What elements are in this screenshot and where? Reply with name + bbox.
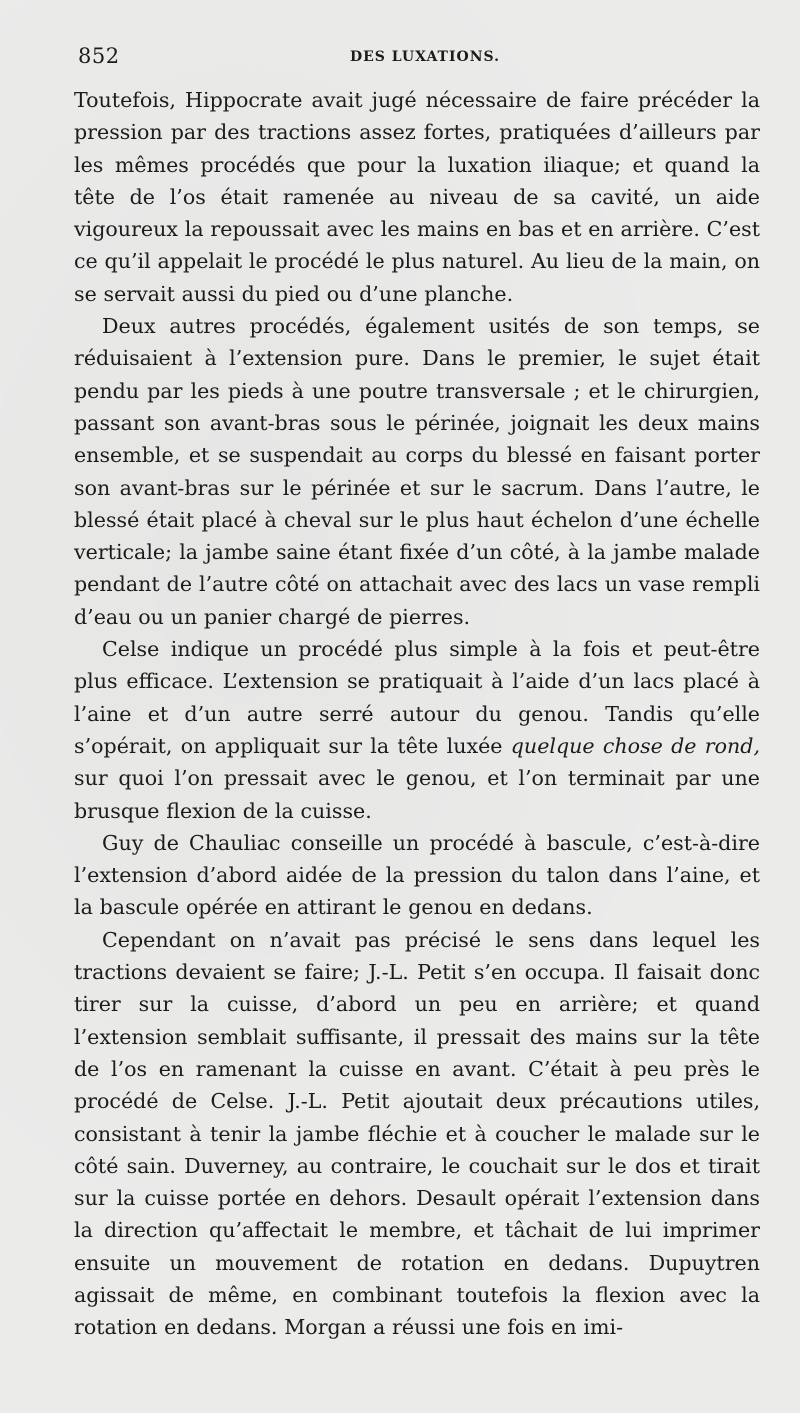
body-text [74,84,760,1344]
running-head: DES LUXATIONS. [350,49,500,65]
page-header [78,44,758,74]
paragraph-text: Toutefois, Hippocrate avait jugé nécessaire de faire précéder la pression par des tractions assez fortes, pratiquées d’ailleurs par les mêmes procédés que pour la luxation iliaque; et quand la tête de l’os était ramenée au niveau de sa cavité, un aide vigoureux la repoussait avec les mains en bas et en arrière. C’est ce qu’il appelait le procédé le plus naturel. Au lieu de la main, on se servait aussi du pied ou d’une planche. [74,88,760,306]
paragraph-guy-de-chauliac [74,827,760,924]
paragraph-text: Guy de Chauliac conseille un procédé à bascule, c’est-à-dire l’extension d’abord aidée de la pression du talon dans l’aine, et la bascule opérée en attirant le genou en dedans. [74,830,760,920]
paragraph-text: Deux autres procédés, également usités de son temps, se réduisaient à l’extension pure. Dans le premier, le sujet était pendu par les pieds à une poutre transversale ; et le chirurgien, passant son avant-bras sous le périnée, joignait les deux mains ensemble, et se suspendait au corps du blessé en faisant porter son avant-bras sur le périnée et sur le sacrum. Dans l’autre, le blessé était placé à cheval sur le plus haut échelon d’une échelle verticale; la jambe saine étant fixée d’un côté, à la jambe malade pendant de l’autre côté on attachait avec des lacs un vase rempli d’eau ou un panier chargé de pierres. [74,314,760,629]
italic-phrase: quelque chose de rond, [510,733,760,758]
paragraph-celse [74,633,760,827]
paragraph-petit [74,924,760,1344]
paragraph-text-continued: sur quoi l’on pressait avec le genou, et l’on terminait par une brusque flexion de la cuisse. [74,766,760,823]
page-number: 852 [78,44,120,68]
paragraph-deux-procedes [74,310,760,633]
paragraph-text: Cependant on n’avait pas précisé le sens dans lequel les tractions devaient se faire; J.-L. Petit s’en occupa. Il faisait donc tirer sur la cuisse, d’abord un peu en arrière; et quand l’extension semblait suffisante, il pressait des mains sur la tête de l’os en ramenant la cuisse en avant. C’était à peu près le procédé de Celse. J.-L. Petit ajoutait deux précautions utiles, consistant à tenir la jambe fléchie et à coucher le malade sur le côté sain. Duverney, au contraire, le couchait sur le dos et tirait sur la cuisse portée en dehors. Desault opérait l’extension dans la direction qu’affectait le membre, et tâchait de lui imprimer ensuite un mouvement de rotation en dedans. Dupuytren agissait de même, en combinant toutefois la flexion avec la rotation en dedans. Morgan a réussi une fois en imi- [74,927,760,1340]
paragraph-text: Celse indique un procédé plus simple à la fois et peut-être plus efficace. L’extension se pratiquait à l’aide d’un lacs placé à l’aine et d’un autre serré autour du genou. Tandis qu’elle s’opérait, on appliquait sur la tête luxée [74,637,760,758]
paragraph-hippocrate [74,84,760,310]
